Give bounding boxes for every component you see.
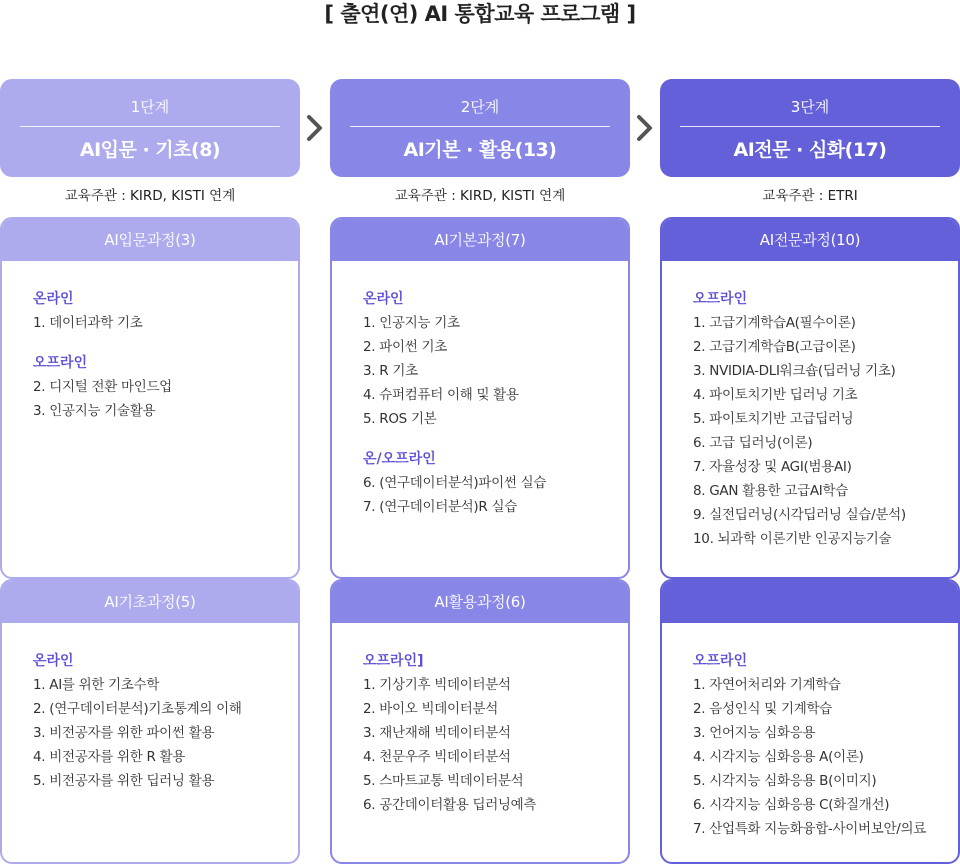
stage-1-divider — [20, 126, 280, 127]
list-item: 1. 자연어처리와 기계학습 — [693, 677, 841, 693]
card-body — [2, 261, 298, 423]
list-item: 5. ROS 기본 — [363, 411, 437, 427]
list-item: 8. GAN 활용한 고급AI학습 — [693, 483, 848, 499]
stage-3-organizer: 교육주관 : ETRI — [762, 188, 858, 204]
list-item: 5. 파이토치기반 고급딥러닝 — [693, 411, 854, 427]
stage-2-name: AI기본 · 활용(13) — [403, 139, 557, 161]
section-title: 온라인 — [33, 653, 74, 669]
list-item: 3. 언어지능 심화응용 — [693, 725, 816, 741]
card-body — [332, 261, 628, 519]
stage-2-divider — [350, 126, 610, 127]
card-title: AI활용과정(6) — [332, 581, 628, 623]
chevron-right-icon — [301, 113, 327, 143]
section-title: 온/오프라인 — [363, 451, 436, 467]
list-item: 2. 디지털 전환 마인드업 — [33, 379, 172, 395]
card-body — [662, 261, 958, 551]
card-title: AI기본과정(7) — [332, 219, 628, 261]
list-item: 2. 고급기계학습B(고급이론) — [693, 339, 856, 355]
list-item: 2. 파이썬 기초 — [363, 339, 447, 355]
section-title: 오프라인 — [693, 653, 748, 669]
course-card-ai-advanced — [660, 579, 960, 864]
list-item: 1. 기상기후 빅데이터분석 — [363, 677, 511, 693]
card-title: AI전문과정(10) — [662, 219, 958, 261]
list-item: 4. 파이토치기반 딥러닝 기초 — [693, 387, 858, 403]
card-title — [662, 581, 958, 623]
list-item: 5. 스마트교통 빅데이터분석 — [363, 773, 524, 789]
course-card-ai-intro — [0, 217, 300, 579]
list-item: 6. 공간데이터활용 딥러닝예측 — [363, 797, 537, 813]
list-item: 3. 비전공자를 위한 파이썬 활용 — [33, 725, 215, 741]
list-item: 4. 슈퍼컴퓨터 이해 및 활용 — [363, 387, 519, 403]
stage-3-divider — [680, 126, 940, 127]
list-item: 2. (연구데이터분석)기초통계의 이해 — [33, 701, 242, 717]
list-item: 3. NVIDIA-DLI워크숍(딥러닝 기초) — [693, 363, 896, 379]
list-item: 1. 고급기계학습A(필수이론) — [693, 315, 856, 331]
stage-2-organizer: 교육주관 : KIRD, KISTI 연계 — [394, 188, 566, 204]
list-item: 7. (연구데이터분석)R 실습 — [363, 499, 517, 515]
list-item: 4. 천문우주 빅데이터분석 — [363, 749, 511, 765]
list-item: 6. 고급 딥러닝(이론) — [693, 435, 813, 451]
stage-2-header — [330, 79, 630, 177]
stage-3-name: AI전문 · 심화(17) — [733, 139, 887, 161]
stage-3-step: 3단계 — [790, 98, 830, 116]
card-body — [332, 623, 628, 817]
list-item: 5. 비전공자를 위한 딥러닝 활용 — [33, 773, 215, 789]
course-card-ai-expert — [660, 217, 960, 579]
stage-1-organizer: 교육주관 : KIRD, KISTI 연계 — [64, 188, 236, 204]
list-item: 2. 바이오 빅데이터분석 — [363, 701, 498, 717]
chevron-right-icon — [631, 113, 657, 143]
section-title: 오프라인 — [693, 291, 748, 307]
list-item: 1. AI를 위한 기초수학 — [33, 677, 160, 693]
list-item: 2. 음성인식 및 기계학습 — [693, 701, 832, 717]
stage-2-step: 2단계 — [460, 98, 500, 116]
list-item: 3. 인공지능 기술활용 — [33, 403, 156, 419]
stage-3-header — [660, 79, 960, 177]
list-item: 9. 실전딥러닝(시각딥러닝 실습/분석) — [693, 507, 906, 523]
list-item: 1. 인공지능 기초 — [363, 315, 460, 331]
card-body — [2, 623, 298, 793]
course-card-ai-basic — [330, 217, 630, 579]
list-item: 10. 뇌과학 이론기반 인공지능기술 — [693, 531, 892, 547]
list-item: 7. 자율성장 및 AGI(범용AI) — [693, 459, 852, 475]
list-item: 5. 시각지능 심화응용 B(이미지) — [693, 773, 877, 789]
page-title: [ 출연(연) AI 통합교육 프로그램 ] — [324, 2, 636, 26]
section-title: 온라인 — [363, 291, 404, 307]
stage-1-header — [0, 79, 300, 177]
section-title: 오프라인] — [363, 653, 424, 669]
card-body — [662, 623, 958, 841]
course-card-ai-fundamentals — [0, 579, 300, 864]
stage-1-step: 1단계 — [130, 98, 170, 116]
list-item: 3. 재난재해 빅데이터분석 — [363, 725, 511, 741]
list-item: 1. 데이터과학 기초 — [33, 315, 143, 331]
section-title: 온라인 — [33, 291, 74, 307]
card-title: AI기초과정(5) — [2, 581, 298, 623]
course-card-ai-application — [330, 579, 630, 864]
list-item: 3. R 기초 — [363, 363, 418, 379]
list-item: 6. (연구데이터분석)파이썬 실습 — [363, 475, 547, 491]
section-title: 오프라인 — [33, 355, 88, 371]
stage-1-name: AI입문 · 기초(8) — [79, 139, 221, 161]
list-item: 7. 산업특화 지능화융합-사이버보안/의료 — [693, 821, 926, 837]
list-item: 6. 시각지능 심화응용 C(화질개선) — [693, 797, 890, 813]
card-title: AI입문과정(3) — [2, 219, 298, 261]
list-item: 4. 비전공자를 위한 R 활용 — [33, 749, 185, 765]
list-item: 4. 시각지능 심화응용 A(이론) — [693, 749, 864, 765]
